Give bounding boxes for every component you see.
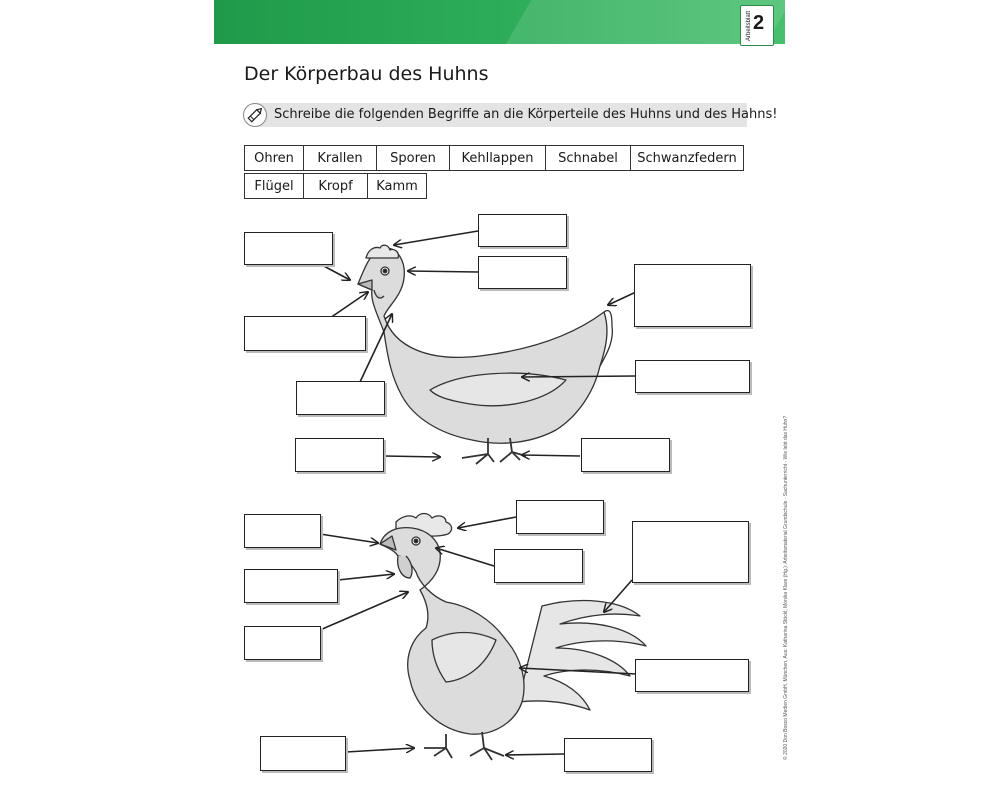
badge-label: Arbeitsblatt — [746, 10, 753, 42]
word-ohren: Ohren — [244, 145, 304, 171]
badge-number: 2 — [753, 12, 765, 34]
hen-answer-box-3[interactable] — [296, 381, 385, 415]
rooster-answer-box-9[interactable] — [564, 738, 652, 772]
hen-answer-box-7[interactable] — [634, 264, 751, 327]
word-krallen: Krallen — [303, 145, 377, 171]
word-schnabel: Schnabel — [545, 145, 631, 171]
word-kropf: Kropf — [303, 173, 368, 199]
word-sporen: Sporen — [376, 145, 450, 171]
rooster-answer-box-5[interactable] — [516, 500, 604, 534]
hen-answer-box-2[interactable] — [244, 316, 366, 351]
rooster-answer-box-6[interactable] — [494, 549, 583, 583]
instruction-text: Schreibe die folgenden Begriffe an die Körperteile des Huhns und des Hahns! — [274, 107, 778, 122]
rooster-answer-box-7[interactable] — [632, 521, 749, 583]
word-fluegel: Flügel — [244, 173, 304, 199]
hen-answer-box-9[interactable] — [581, 438, 670, 472]
hen-answer-box-8[interactable] — [635, 360, 750, 393]
copyright-text: © 2020 Don Bosco Medien GmbH, München, Aus: Katharina Stöckl, Monika Klare (Hg.): Arbeitsmaterial Grundschule · Sachunterricht · Wie lebt das Huhn? — [783, 415, 789, 760]
page-title: Der Körperbau des Huhns — [244, 63, 489, 85]
hen-answer-box-6[interactable] — [478, 256, 567, 289]
word-kamm: Kamm — [367, 173, 427, 199]
hen-answer-box-4[interactable] — [295, 438, 384, 472]
rooster-answer-box-8[interactable] — [635, 659, 749, 692]
rooster-answer-box-2[interactable] — [244, 569, 338, 603]
word-kehllappen: Kehllappen — [449, 145, 546, 171]
hen-answer-box-5[interactable] — [478, 214, 567, 247]
rooster-answer-box-1[interactable] — [244, 514, 321, 548]
rooster-answer-box-3[interactable] — [244, 626, 321, 660]
word-schwanzfedern: Schwanzfedern — [630, 145, 744, 171]
hen-answer-box-1[interactable] — [244, 232, 333, 265]
rooster-answer-box-4[interactable] — [260, 736, 346, 771]
copyright-notice — [783, 415, 793, 760]
